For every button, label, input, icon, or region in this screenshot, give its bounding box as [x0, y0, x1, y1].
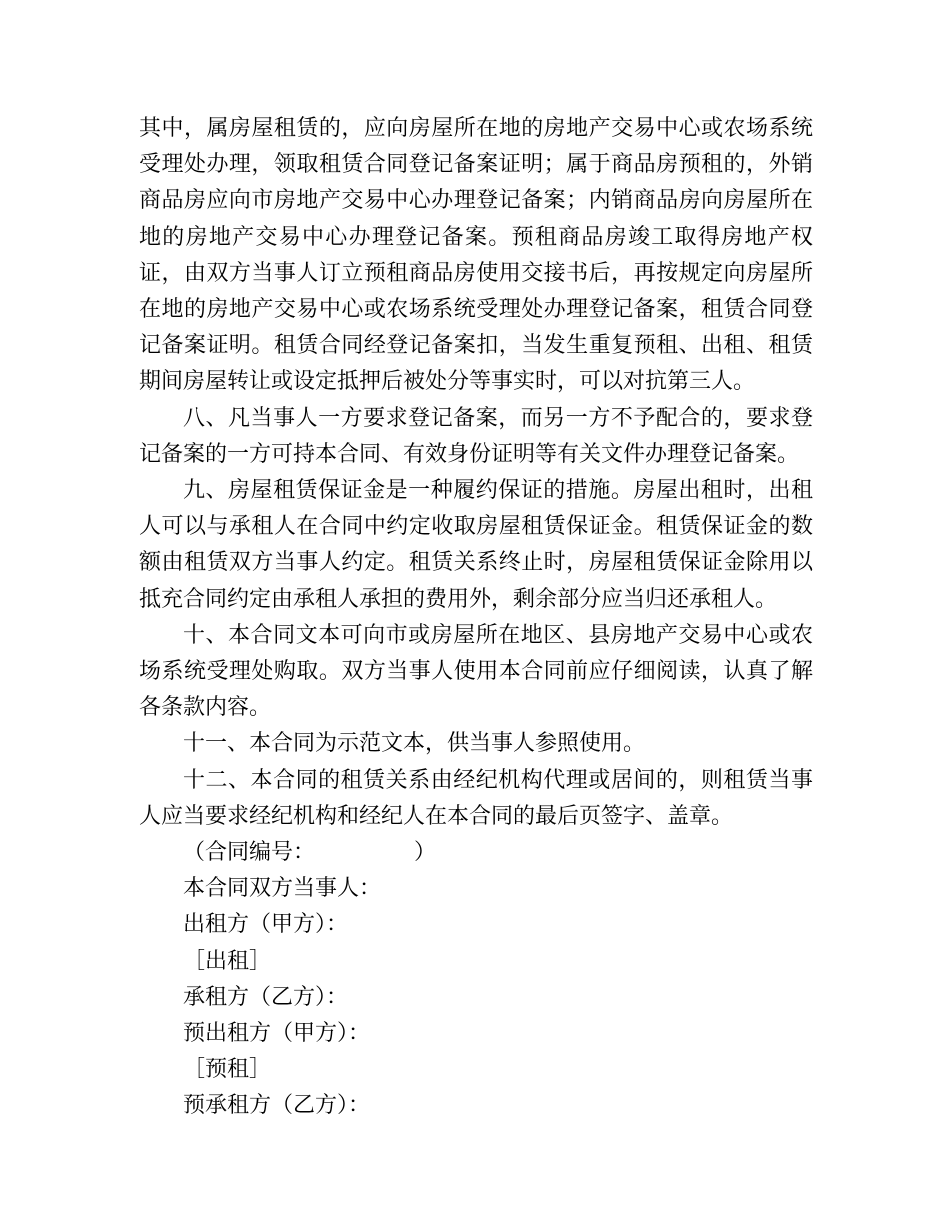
pre-lessor-label: 预出租方（甲方）：: [183, 1021, 371, 1047]
paragraph-clause-9: 九、房屋租赁保证金是一种履约保证的措施。房屋出租时，出租人可以与承租人在合同中约定收取房屋租赁保证金。租赁保证金的数额由租赁双方当事人约定。租赁关系终止时，房屋租赁保证金除用以抵充合同约定由承租人承担的费用外，剩余部分应当归还承租人。: [139, 478, 813, 612]
lessor-label: 出租方（甲方）：: [183, 912, 349, 938]
paragraph-registration-intro: 其中，属房屋租赁的，应向房屋所在地的房地产交易中心或农场系统受理处办理，领取租赁合同登记备案证明；属于商品房预租的，外销商品房应向市房地产交易中心办理登记备案；内销商品房向房屋所在地的房地产交易中心办理登记备案。预租商品房竣工取得房地产权证，由双方当事人订立预租商品房使用交接书后，再按规定向房屋所在地的房地产交易中心或农场系统受理处办理登记备案，租赁合同登记备案证明。租赁合同经登记备案扣，当发生重复预租、出租、租赁期间房屋转让或设定抵押后被处分等事实时，可以对抗第三人。: [139, 116, 813, 395]
document-page: [139, 111, 813, 1125]
parties-heading: 本合同双方当事人：: [183, 876, 382, 902]
lessee-label: 承租方（乙方）：: [183, 984, 349, 1010]
paragraph-clause-8: 八、凡当事人一方要求登记备案，而另一方不予配合的，要求登记备案的一方可持本合同、有效身份证明等有关文件办理登记备案。: [139, 405, 813, 467]
paragraph-clause-10: 十、本合同文本可向市或房屋所在地区、县房地产交易中心或农场系统受理处购取。双方当事人使用本合同前应仔细阅读，认真了解各条款内容。: [139, 622, 813, 721]
pre-lease-section-label: ［预租］: [183, 1057, 272, 1083]
contract-number-line: （合同编号： ）: [183, 840, 437, 866]
pre-lessee-label: 预承租方（乙方）：: [183, 1093, 371, 1119]
paragraph-clause-11: 十一、本合同为示范文本，供当事人参照使用。: [183, 731, 646, 757]
lease-section-label: ［出租］: [183, 948, 272, 974]
paragraph-clause-12: 十二、本合同的租赁关系由经纪机构代理或居间的，则租赁当事人应当要求经纪机构和经纪人在本合同的最后页签字、盖章。: [139, 767, 813, 829]
